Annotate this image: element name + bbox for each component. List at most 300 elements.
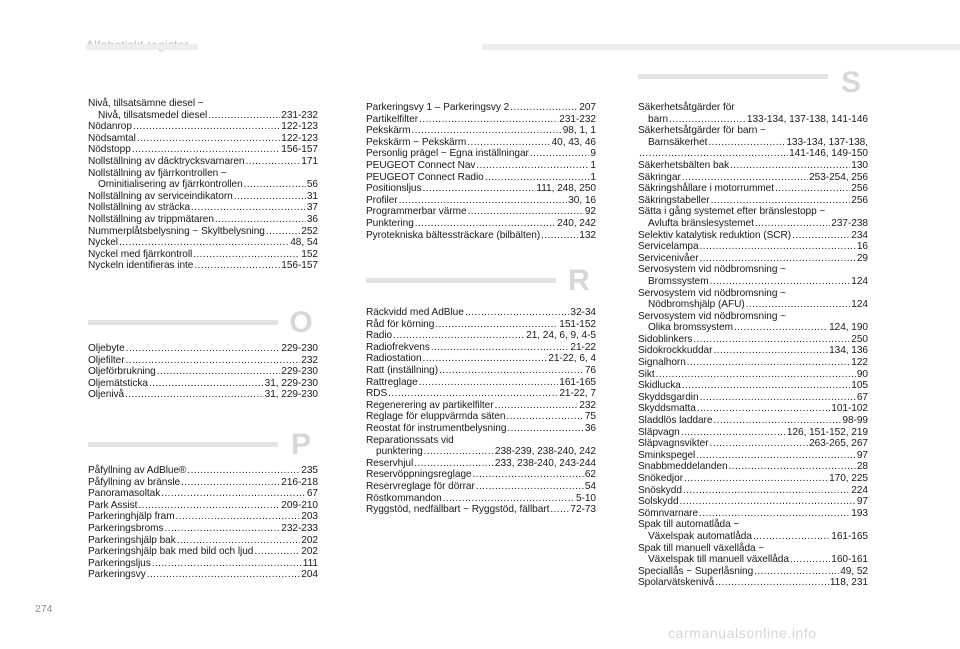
index-entry — [88, 500, 318, 512]
index-entry-pages: 5-10 — [575, 492, 596, 504]
index-entry-line — [638, 415, 868, 427]
dot-leader — [152, 558, 302, 570]
index-entry-line — [366, 423, 596, 435]
dot-leader — [681, 427, 786, 439]
letter-heading-o — [88, 306, 318, 346]
index-entry-label: Profiler — [366, 194, 398, 206]
index-entry-line — [366, 411, 596, 423]
index-entry-pages: 232-233 — [281, 522, 318, 534]
dot-leader — [510, 102, 578, 114]
index-entry-line — [88, 355, 318, 367]
index-group-s — [638, 102, 868, 589]
index-entry-label: Parkeringshjälp bak — [88, 534, 176, 546]
index-entry-label: Oljemätsticka — [88, 377, 148, 389]
index-entry-line — [638, 137, 868, 149]
index-entry — [638, 438, 868, 450]
index-entry-line — [366, 458, 596, 470]
index-entry — [88, 569, 318, 581]
index-entry — [88, 477, 318, 489]
index-entry-line — [366, 206, 596, 218]
dot-leader — [530, 148, 590, 160]
index-group-n — [88, 98, 318, 272]
index-entry — [88, 202, 318, 214]
index-entry — [366, 400, 596, 412]
dot-leader — [656, 369, 856, 381]
dot-leader — [431, 342, 570, 354]
index-entry-label: Radiofrekvens — [366, 341, 430, 353]
index-entry-line — [88, 168, 318, 180]
index-entry-pages: 252 — [301, 225, 318, 237]
index-entry-pages: 122 — [851, 357, 868, 369]
index-entry — [366, 137, 596, 149]
dot-leader — [476, 160, 589, 172]
index-entry-label: Ominitialisering av fjärrkontrollen — [98, 179, 243, 191]
index-entry — [88, 156, 318, 168]
index-entry-pages: 1 — [590, 171, 596, 183]
dot-leader — [753, 531, 830, 543]
index-entry-line — [88, 133, 318, 145]
index-entry-pages: 118, 231 — [829, 577, 868, 589]
index-entry-label: Bromssystem — [648, 275, 709, 287]
index-entry-line — [366, 102, 596, 114]
index-entry-pages: 133-134, 137-138, — [786, 136, 868, 148]
index-entry-line — [88, 343, 318, 355]
index-entry-pages: 256 — [851, 194, 868, 206]
index-entry-label: Växelspak automatlåda — [648, 530, 752, 542]
dot-leader — [683, 485, 850, 497]
index-entry-pages: 72-73 — [570, 504, 596, 516]
index-entry-line — [366, 377, 596, 389]
index-entry — [88, 343, 318, 355]
index-entry-pages: 232 — [301, 354, 318, 366]
index-entry — [638, 566, 868, 578]
index-entry — [638, 183, 868, 195]
index-entry-pages: 204 — [301, 569, 318, 581]
index-entry-pages: 49, 52 — [840, 565, 868, 577]
letter-heading-char: P — [290, 428, 311, 461]
index-entry — [88, 214, 318, 226]
index-entry-line — [366, 137, 596, 149]
dot-leader — [423, 353, 548, 365]
dot-leader — [208, 110, 280, 122]
index-entry-line — [88, 249, 318, 261]
dot-leader — [439, 365, 584, 377]
index-entry — [88, 133, 318, 145]
index-entry-pages: 122-123 — [281, 121, 318, 133]
index-entry-pages: 32-34 — [570, 307, 596, 318]
index-entry — [88, 511, 318, 523]
index-entry-pages: 233, 238-240, 243-244 — [494, 457, 596, 469]
index-entry-line — [638, 380, 868, 392]
dot-leader — [411, 125, 561, 137]
index-entry-line — [366, 148, 596, 160]
header-bar-right — [482, 44, 960, 50]
index-entry-line — [366, 172, 596, 184]
dot-leader — [790, 554, 830, 566]
index-entry — [366, 493, 596, 505]
index-entry-label: Nödanrop — [88, 121, 132, 133]
dot-leader — [414, 458, 494, 470]
dot-leader — [730, 160, 850, 172]
index-entry-line — [88, 179, 318, 191]
index-entry-pages: 256 — [851, 183, 868, 195]
index-entry-pages: 21-22, 7 — [559, 388, 596, 400]
index-entry-label: Selektiv katalytisk reduktion (SCR) — [638, 229, 792, 241]
dot-leader — [684, 473, 828, 485]
index-entry-line — [638, 357, 868, 369]
dot-leader — [682, 172, 808, 184]
index-entry-line — [88, 511, 318, 523]
index-entry-pages: 76 — [584, 364, 596, 376]
index-entry — [88, 121, 318, 133]
index-entry-label: Punktering — [366, 217, 414, 229]
index-entry-pages: 40, 43, 46 — [551, 136, 596, 148]
letter-heading-s — [638, 60, 868, 100]
dot-leader — [422, 183, 535, 195]
index-entry-line — [366, 195, 596, 207]
dot-leader — [119, 237, 289, 249]
index-entry-line — [88, 366, 318, 378]
dot-leader — [699, 508, 850, 520]
index-entry — [88, 378, 318, 390]
index-entry-line — [88, 121, 318, 133]
index-entry-line — [88, 535, 318, 547]
index-entry-line — [366, 330, 596, 342]
index-entry-pages: 229-230 — [281, 343, 318, 354]
index-entry-label: Sidokrockkuddar — [638, 345, 713, 357]
index-entry-pages: 130 — [851, 159, 868, 171]
index-entry-pages: 67 — [856, 391, 868, 403]
index-entry-pages: 161-165 — [831, 530, 868, 542]
dot-leader — [399, 195, 568, 207]
index-entry — [638, 380, 868, 392]
index-entry-pages: 21, 24, 6, 9, 4-5 — [526, 330, 596, 342]
index-entry-label: Nollställning av däcktrycksvarnaren — [88, 155, 245, 167]
header-bar-left — [86, 44, 198, 50]
dot-leader — [138, 500, 280, 512]
index-entry — [88, 226, 318, 238]
dot-leader — [245, 156, 300, 168]
dot-leader — [700, 241, 856, 253]
index-entry-label: Partikelfilter — [366, 113, 419, 125]
index-entry — [88, 546, 318, 558]
index-entry-line — [88, 98, 318, 110]
index-entry-label: Sladdlös laddare — [638, 415, 713, 427]
dot-leader — [485, 172, 590, 184]
index-entry — [366, 230, 596, 242]
index-entry-pages: 134, 136 — [829, 345, 868, 357]
index-entry-pages: 193 — [851, 507, 868, 519]
index-entry-pages: 207 — [579, 102, 596, 113]
dot-leader — [696, 450, 856, 462]
index-entry — [638, 195, 868, 207]
index-entry-pages: 37 — [306, 202, 318, 214]
index-entry — [638, 473, 868, 485]
index-entry-pages: 124 — [851, 299, 868, 311]
index-entry-line — [638, 345, 868, 357]
index-entry-label: PEUGEOT Connect Nav — [366, 159, 476, 171]
index-entry-pages: 202 — [301, 546, 318, 558]
index-entry-label: Nollställning av trippmätaren — [88, 213, 214, 225]
dot-leader — [125, 389, 264, 401]
dot-leader — [415, 218, 556, 230]
index-entry — [638, 160, 868, 172]
index-entry-line — [638, 102, 868, 114]
index-entry — [638, 450, 868, 462]
index-entry-line — [366, 342, 596, 354]
index-entry-label: Påfyllning av bränsle — [88, 476, 181, 488]
index-entry-pages: 232 — [579, 399, 596, 411]
index-entry — [638, 125, 868, 148]
index-entry-label: Pekskärm ~ Pekskärm — [366, 136, 467, 148]
dot-leader — [693, 334, 850, 346]
index-entry-pages: 161-165 — [559, 376, 596, 388]
index-entry — [88, 237, 318, 249]
index-entry — [366, 342, 596, 354]
index-entry-line — [366, 230, 596, 242]
index-entry — [638, 206, 868, 229]
index-entry — [366, 319, 596, 331]
index-entry — [366, 377, 596, 389]
index-entry-label: Nyckel med fjärrkontroll — [88, 248, 193, 260]
index-entry-line — [638, 114, 868, 126]
dot-leader — [697, 403, 831, 415]
index-entry-label: Parkeringhjälp fram — [88, 511, 175, 523]
index-entry — [366, 411, 596, 423]
index-entry — [366, 504, 596, 516]
index-entry-line — [638, 276, 868, 288]
dot-leader — [465, 307, 570, 319]
index-entry-pages: 151-152 — [559, 318, 596, 330]
index-entry-line — [88, 191, 318, 203]
index-entry-label: Nödsamtal — [88, 132, 136, 144]
index-entry-pages: 111 — [302, 557, 318, 569]
index-entry-line — [366, 435, 596, 447]
index-entry-pages: 132 — [579, 229, 596, 241]
index-entry-label: Reparationssats vid — [366, 434, 454, 446]
index-entry-label: Nyckel — [88, 237, 118, 249]
index-entry-line — [88, 523, 318, 535]
index-entry — [366, 218, 596, 230]
index-entry — [638, 519, 868, 542]
dot-leader — [161, 488, 306, 500]
index-entry-label: Släpvagn — [638, 426, 680, 438]
index-entry-pages: 31, 229-230 — [264, 377, 318, 389]
index-entry-line — [88, 488, 318, 500]
index-entry-line — [88, 110, 318, 122]
index-entry-pages: 30, 16 — [568, 194, 596, 206]
index-entry-label: Panoramasoltak — [88, 488, 161, 500]
dot-leader — [687, 357, 851, 369]
index-entry-line — [638, 253, 868, 265]
index-entry-label: Servosystem vid nödbromsning ~ — [638, 264, 787, 276]
index-entry-pages: 67 — [306, 488, 318, 500]
index-entry-label: Skidlucka — [638, 380, 681, 392]
index-entry — [638, 357, 868, 369]
index-entry-label: Sidoblinkers — [638, 333, 693, 345]
index-entry-pages: 75 — [584, 411, 596, 423]
index-entry — [366, 353, 596, 365]
index-entry-line — [366, 388, 596, 400]
watermark-text: carmanualsonline.info — [668, 625, 817, 641]
index-entry-line — [638, 577, 868, 589]
index-entry — [366, 206, 596, 218]
index-entry — [638, 148, 868, 160]
index-entry-label: Nödbromshjälp (AFU) — [648, 299, 745, 311]
dot-leader — [165, 523, 281, 535]
index-entry — [88, 260, 318, 272]
dot-leader — [468, 206, 584, 218]
index-entry — [366, 365, 596, 377]
dot-leader — [467, 137, 550, 149]
index-entry-pages: 1 — [590, 159, 596, 171]
index-entry — [366, 172, 596, 184]
letter-heading-char: S — [840, 66, 861, 99]
index-entry-line — [88, 378, 318, 390]
dot-leader — [234, 191, 306, 203]
index-entry-label: Oljenivå — [88, 389, 125, 401]
index-entry — [638, 264, 868, 287]
index-entry-pages: 62 — [584, 469, 596, 481]
index-entry-label: Spolarvätskenivå — [638, 577, 715, 589]
index-entry-label: Nollställning av serviceindikatorn — [88, 190, 233, 202]
index-entry-pages: 54 — [584, 480, 596, 492]
index-entry-label: Park Assist — [88, 499, 138, 511]
index-entry-label: Reglage för eluppvärmda säten — [366, 411, 506, 423]
index-entry-pages: 21-22, 6, 4 — [548, 353, 596, 365]
index-entry-pages: 36 — [306, 213, 318, 225]
index-entry-label: Säkerhetsbälten bak — [638, 159, 730, 171]
index-entry-line — [638, 172, 868, 184]
dot-leader — [177, 535, 301, 547]
index-entry-label: Rattreglage — [366, 376, 418, 388]
index-entry-pages: 156-157 — [281, 260, 318, 272]
dot-leader — [476, 481, 584, 493]
index-entry — [88, 465, 318, 477]
index-entry — [366, 330, 596, 342]
index-entry-pages: 48, 54 — [290, 237, 318, 249]
index-entry-label: Spak till automatlåda ~ — [638, 519, 740, 531]
dot-leader — [541, 230, 578, 242]
index-entry-label: Signalhorn — [638, 357, 686, 369]
index-entry-pages: 263-265, 267 — [809, 438, 868, 450]
dot-leader — [126, 355, 301, 367]
letter-heading-char: R — [568, 264, 590, 297]
dot-leader — [181, 477, 280, 489]
letter-heading-bar — [88, 320, 278, 325]
index-entry-line — [88, 156, 318, 168]
index-entry-label: Parkeringsbroms — [88, 522, 164, 534]
index-entry-label: Nivå, tillsatsmedel diesel — [98, 109, 208, 121]
index-entry-label: Programmerbar värme — [366, 206, 467, 218]
index-entry-label: Oljeförbrukning — [88, 366, 156, 378]
index-entry-label: Parkeringshjälp bak med bild och ljud — [88, 546, 254, 558]
index-entry-pages: 92 — [584, 206, 596, 218]
index-entry-pages: 90 — [856, 368, 868, 380]
index-entry-line — [366, 365, 596, 377]
dot-leader — [754, 566, 839, 578]
index-entry-pages: 97 — [856, 449, 868, 461]
dot-leader — [191, 202, 306, 214]
index-entry-line — [638, 206, 868, 218]
index-entry — [638, 392, 868, 404]
index-entry-line — [638, 508, 868, 520]
index-entry-label: Säkerhetsåtgärder för — [638, 102, 735, 113]
index-entry-line — [366, 114, 596, 126]
dot-leader — [746, 299, 851, 311]
index-entry-label: Personlig prägel ~ Egna inställningar — [366, 148, 529, 160]
index-entry-label: barn — [648, 113, 669, 125]
dot-leader — [700, 253, 856, 265]
index-entry — [88, 389, 318, 401]
dot-leader — [254, 546, 300, 558]
index-entry-label: Oljefilter — [88, 354, 125, 366]
index-entry-pages: 31, 229-230 — [264, 389, 318, 401]
index-entry — [88, 488, 318, 500]
index-entry-label: Barnsäkerhet — [648, 136, 708, 148]
index-entry-pages: 216-218 — [281, 476, 318, 488]
index-entry-line — [88, 500, 318, 512]
index-entry-label: Parkeringsljus — [88, 557, 151, 569]
index-entry-pages: 124, 190 — [829, 322, 868, 334]
index-entry-line — [366, 218, 596, 230]
dot-leader — [187, 465, 300, 477]
index-entry-line — [638, 160, 868, 172]
index-entry-pages: 231-232 — [559, 113, 596, 125]
index-entry-label: Pyrotekniska bältessträckare (bilbälten) — [366, 229, 541, 241]
index-entry-line — [638, 195, 868, 207]
index-entry-label: Sätta i gång systemet efter bränslestopp ~ — [638, 206, 826, 218]
index-entry-label: Servicelampa — [638, 241, 699, 253]
index-entry-pages: 97 — [856, 496, 868, 508]
dot-leader — [680, 496, 856, 508]
index-entry-label: Nivå, tillsatsämne diesel ~ — [88, 98, 204, 109]
dot-leader — [713, 345, 828, 357]
index-entry-pages: 9 — [590, 148, 596, 160]
index-entry-line — [638, 125, 868, 137]
index-entry-pages: 111, 248, 250 — [536, 183, 596, 195]
index-entry-line — [638, 241, 868, 253]
dot-leader — [775, 183, 850, 195]
index-entry-line — [366, 307, 596, 319]
index-entry-label: Sömnvarnare — [638, 507, 699, 519]
index-entry-line — [638, 322, 868, 334]
index-entry — [638, 496, 868, 508]
index-entry-label: PEUGEOT Connect Radio — [366, 171, 484, 183]
letter-heading-p — [88, 428, 318, 468]
index-entry-label: Oljebyte — [88, 343, 125, 354]
index-entry — [638, 369, 868, 381]
index-entry-pages: 170, 225 — [829, 473, 868, 484]
index-entry — [638, 427, 868, 439]
index-entry — [366, 114, 596, 126]
dot-leader — [473, 469, 584, 481]
index-entry-pages: 152 — [301, 248, 318, 260]
index-entry-label: Radio — [366, 330, 393, 342]
index-entry-label: Snabbmeddelanden — [638, 461, 728, 473]
dot-leader — [244, 179, 306, 191]
index-entry-label: Solskydd — [638, 496, 679, 508]
index-entry-line — [638, 334, 868, 346]
index-entry-label: Nyckeln identifieras inte — [88, 260, 194, 272]
index-entry-line — [638, 183, 868, 195]
index-entry-label: Nollställning av fjärrkontrollen ~ — [88, 167, 227, 179]
index-entry — [366, 481, 596, 493]
index-entry-pages: 237-238 — [831, 217, 868, 229]
dot-leader — [147, 569, 301, 581]
index-entry-pages: 141-146, 149-150 — [789, 148, 868, 160]
index-entry-pages: 229-230 — [281, 366, 318, 378]
